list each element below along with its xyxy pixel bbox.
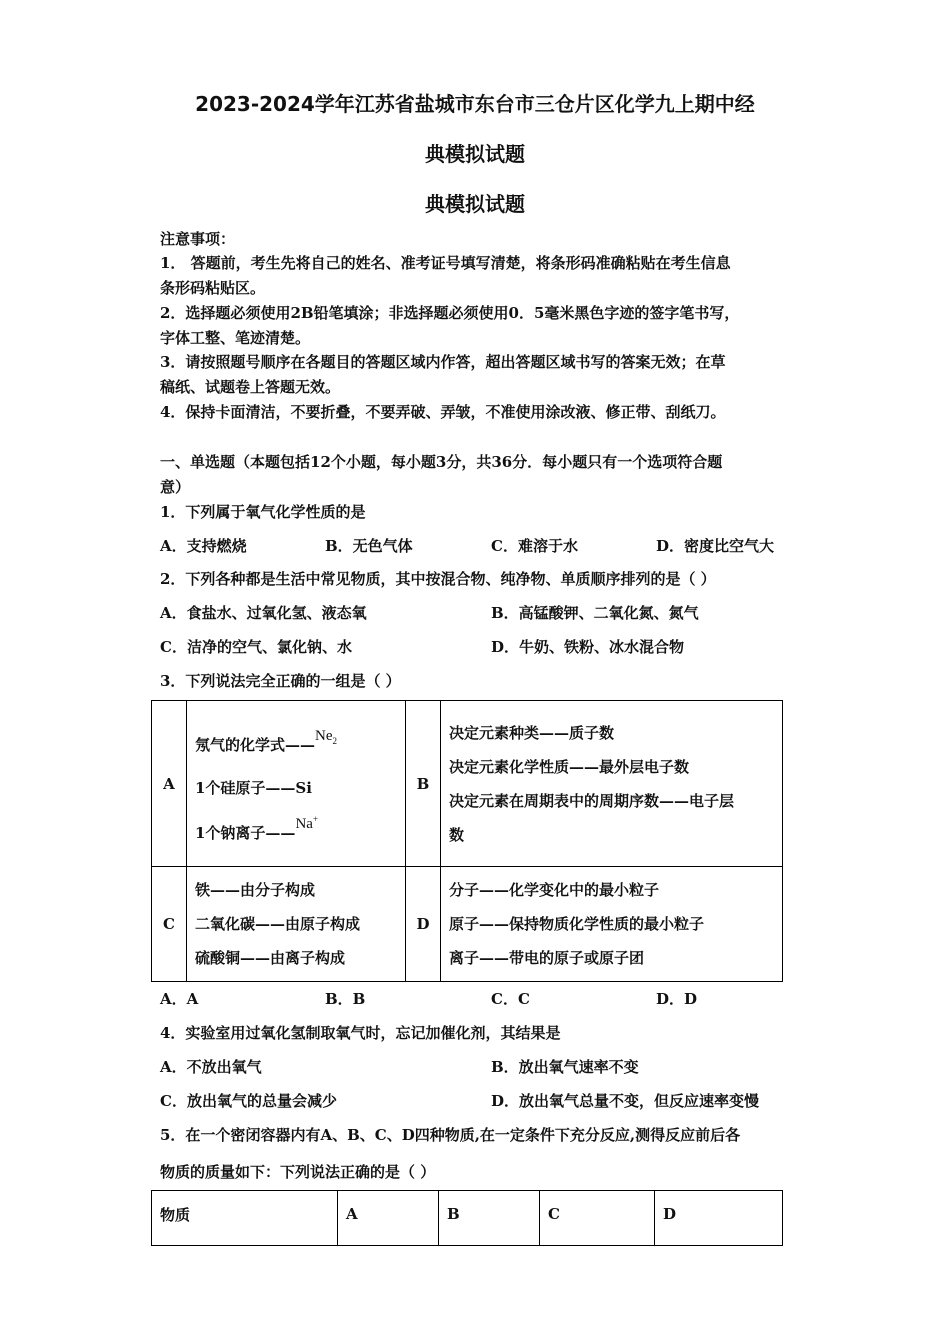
- section-heading: 一、单选题（本题包括12个小题，每小题3分，共36分．每小题只有一个选项符合题: [160, 453, 723, 471]
- page-title-line2: 典模拟试题: [425, 142, 525, 166]
- q5-header-d: D: [655, 1191, 783, 1246]
- q1-option-c: C．难溶于水: [491, 537, 578, 555]
- q1-option-d: D．密度比空气大: [656, 537, 775, 555]
- notice-heading: 注意事项：: [160, 230, 236, 248]
- q3-cell-c: [187, 867, 406, 982]
- q5-header-b: B: [439, 1191, 540, 1246]
- q5-header-substance: 物质: [152, 1191, 338, 1246]
- q3-label-b: B: [406, 701, 441, 867]
- q5-stem-line2: 物质的质量如下：下列说法正确的是（ ）: [160, 1163, 436, 1181]
- q2-stem: 2．下列各种都是生活中常见物质，其中按混合物、纯净物、单质顺序排列的是（ ）: [160, 570, 716, 588]
- q3-d-line: 分子——化学变化中的最小粒子: [449, 881, 660, 899]
- notice-line: 3．请按照题号顺序在各题目的答题区域内作答，超出答题区域书写的答案无效；在草: [160, 353, 726, 371]
- q4-option-d: D．放出氧气总量不变，但反应速率变慢: [491, 1092, 760, 1110]
- q5-header-c: C: [540, 1191, 655, 1246]
- q4-stem: 4．实验室用过氧化氢制取氧气时，忘记加催化剂，其结果是: [160, 1024, 561, 1042]
- q5-stem-line1: 5．在一个密闭容器内有A、B、C、D四种物质,在一定条件下充分反应,测得反应前后各: [160, 1126, 741, 1144]
- q3-option-a: A．A: [160, 990, 199, 1008]
- q2-option-c: C．洁净的空气、氯化钠、水: [160, 638, 352, 656]
- q3-stem: 3．下列说法完全正确的一组是（ ）: [160, 672, 401, 690]
- q5-table: [151, 1190, 783, 1246]
- q3-cell-d: [441, 867, 783, 982]
- sodium-ion-formula: Na+: [295, 814, 319, 832]
- q3-label-d: D: [406, 867, 441, 982]
- q2-option-b: B．高锰酸钾、二氧化氮、氮气: [491, 604, 699, 622]
- q3-option-d: D．D: [656, 990, 698, 1008]
- q3-c-line: 硫酸铜——由离子构成: [195, 949, 346, 967]
- q3-table: [151, 700, 783, 982]
- q2-option-a: A．食盐水、过氧化氢、液态氧: [160, 604, 367, 622]
- notice-line: 稿纸、试题卷上答题无效。: [160, 378, 341, 396]
- page-title-line1: 2023-2024学年江苏省盐城市东台市三仓片区化学九上期中经: [195, 92, 755, 116]
- notice-line: 4．保持卡面清洁，不要折叠，不要弄破、弄皱，不准使用涂改液、修正带、刮纸刀。: [160, 403, 726, 421]
- q1-option-b: B．无色气体: [325, 537, 413, 555]
- q3-d-line: 离子——带电的原子或原子团: [449, 949, 645, 967]
- q3-label-a: A: [152, 701, 187, 867]
- q3-d-line: 原子——保持物质化学性质的最小粒子: [449, 915, 705, 933]
- q3-b-line: 决定元素在周期表中的周期序数——电子层: [449, 791, 735, 810]
- q3-b-line: 决定元素种类——质子数: [449, 723, 615, 742]
- notice-line: 2．选择题必须使用2B铅笔填涂；非选择题必须使用0．5毫米黑色字迹的签字笔书写，: [160, 304, 740, 322]
- notice-line: 1． 答题前，考生先将自己的姓名、准考证号填写清楚，将条形码准确粘贴在考生信息: [160, 254, 731, 272]
- neon-formula: $Ne_2$: [315, 728, 338, 746]
- q3-b-line: 数: [449, 825, 465, 844]
- q4-option-c: C．放出氧气的总量会减少: [160, 1092, 337, 1110]
- q3-a-line3: 1个钠离子——: [195, 824, 296, 842]
- q4-option-a: A．不放出氧气: [160, 1058, 262, 1076]
- q1-stem: 1．下列属于氧气化学性质的是: [160, 503, 366, 521]
- q3-cell-b: [441, 701, 783, 867]
- q3-b-line: 决定元素化学性质——最外层电子数: [449, 757, 690, 776]
- q3-c-line: 二氧化碳——由原子构成: [195, 915, 361, 933]
- page-title-line3: 典模拟试题: [425, 192, 525, 216]
- q3-option-b: B．B: [325, 990, 366, 1008]
- q4-option-b: B．放出氧气速率不变: [491, 1058, 639, 1076]
- q3-c-line: 铁——由分子构成: [195, 881, 316, 899]
- notice-line: 字体工整、笔迹清楚。: [160, 329, 311, 347]
- q3-option-c: C．C: [491, 990, 530, 1008]
- q3-a-line1: 氖气的化学式——: [195, 736, 316, 754]
- q2-option-d: D．牛奶、铁粉、冰水混合物: [491, 638, 685, 656]
- section-heading-cont: 意）: [160, 478, 191, 496]
- q1-option-a: A．支持燃烧: [160, 537, 247, 555]
- q3-label-c: C: [152, 867, 187, 982]
- q3-cell-a: [187, 701, 406, 867]
- q5-header-a: A: [338, 1191, 439, 1246]
- notice-line: 条形码粘贴区。: [160, 279, 266, 297]
- q3-a-line2: 1个硅原子——Si: [195, 779, 312, 797]
